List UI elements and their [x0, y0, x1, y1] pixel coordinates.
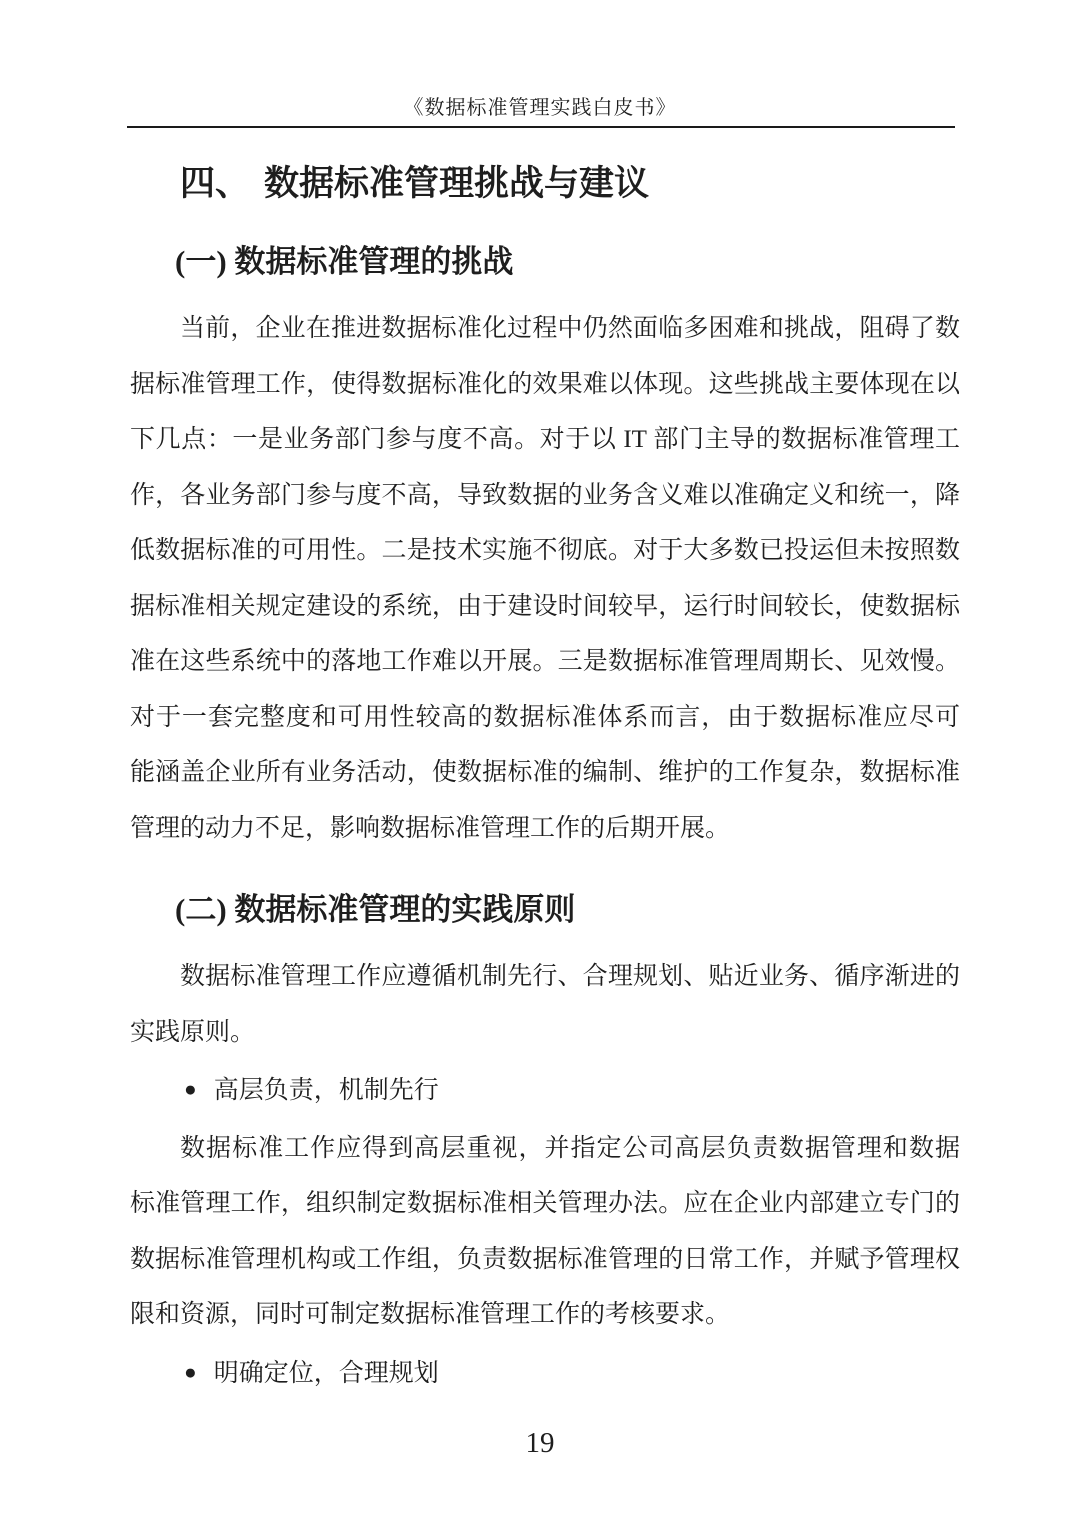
- text-line: 数据标准工作应得到高层重视，并指定公司高层负责数据管理和数据: [180, 1134, 960, 1162]
- chapter-number: 四、: [180, 164, 251, 203]
- text-line: 低数据标准的可用性。二是技术实施不彻底。对于大多数已投运但未按照数: [130, 537, 960, 564]
- bullet-icon: ●: [184, 1359, 197, 1384]
- text-line: 当前，企业在推进数据标准化过程中仍然面临多困难和挑战，阻碍了数: [180, 315, 960, 342]
- text-line: 能涵盖企业所有业务活动，使数据标准的编制、维护的工作复杂，数据标准: [130, 759, 960, 786]
- bullet-item: [184, 1062, 960, 1119]
- section-heading: (一) 数据标准管理的挑战: [175, 244, 514, 279]
- chapter-title-text: 数据标准管理挑战与建议: [264, 164, 650, 203]
- text-line: 标准管理工作，组织制定数据标准相关管理办法。应在企业内部建立专门的: [130, 1190, 960, 1217]
- text-line: 据标准相关规定建设的系统，由于建设时间较早，运行时间较长，使数据标: [130, 592, 960, 620]
- paragraph: [130, 301, 960, 856]
- document-body: [130, 160, 960, 1403]
- text-line: 据标准管理工作，使得数据标准化的效果难以体现。这些挑战主要体现在以: [130, 370, 960, 398]
- document-title: 《数据标准管理实践白皮书》: [403, 97, 677, 119]
- paragraph: [130, 949, 960, 1060]
- bullet-label: 明确定位，合理规划: [213, 1359, 439, 1387]
- text-line: 下几点：一是业务部门参与度不高。对于以 IT 部门主导的数据标准管理工: [130, 426, 960, 453]
- text-line: 数据标准管理工作应遵循机制先行、合理规划、贴近业务、循序渐进的: [180, 963, 960, 990]
- chapter-title: [180, 160, 960, 208]
- page-number: 19: [525, 1427, 555, 1459]
- bullet-item: [184, 1345, 960, 1402]
- bullet-icon: ●: [184, 1077, 197, 1101]
- text-line: 实践原则。: [130, 1018, 256, 1046]
- section-heading: (二) 数据标准管理的实践原则: [175, 892, 576, 927]
- paragraph: [130, 1121, 960, 1343]
- running-header: [0, 95, 1080, 122]
- text-line: 准在这些系统中的落地工作难以开展。三是数据标准管理周期长、见效慢。: [130, 648, 960, 675]
- page-footer: [0, 1426, 1080, 1460]
- text-line: 管理的动力不足，影响数据标准管理工作的后期开展。: [130, 814, 731, 842]
- header-divider: [127, 126, 955, 128]
- text-line: 对于一套完整度和可用性较高的数据标准体系而言，由于数据标准应尽可: [130, 703, 960, 731]
- text-line: 数据标准管理机构或工作组，负责数据标准管理的日常工作，并赋予管理权: [130, 1245, 960, 1273]
- bullet-label: 高层负责，机制先行: [213, 1077, 439, 1104]
- text-line: 作，各业务部门参与度不高，导致数据的业务含义难以准确定义和统一，降: [130, 481, 960, 509]
- text-line: 限和资源，同时可制定数据标准管理工作的考核要求。: [130, 1301, 731, 1328]
